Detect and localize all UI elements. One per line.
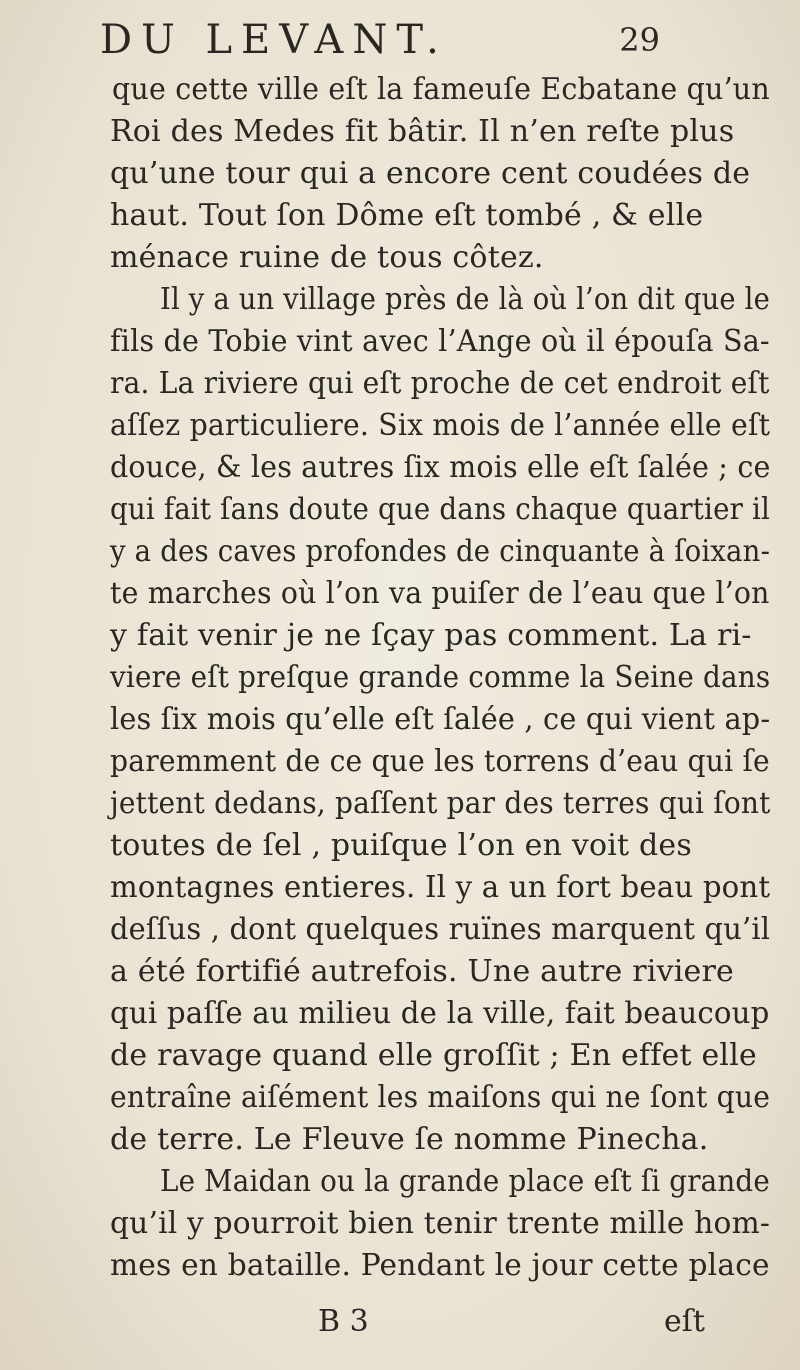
text-line: qui fait ſans doute que dans chaque quartier il	[110, 492, 771, 527]
text-line: que cette ville eſt la fameuſe Ecbatane qu’un	[112, 72, 770, 107]
text-line: toutes de ſel , puiſque l’on en voit des	[110, 828, 692, 863]
catchword: eſt	[664, 1304, 705, 1339]
text-line: paremment de ce que les torrens d’eau qui ſe	[110, 744, 770, 779]
text-line: montagnes entieres. Il y a un fort beau pont	[110, 870, 771, 905]
text-line: y fait venir je ne ſçay pas comment. La ri-	[110, 618, 752, 653]
text-line: les ſix mois qu’elle eſt ſalée , ce qui vient ap-	[110, 702, 771, 737]
text-line: te marches où l’on va puiſer de l’eau que l’on	[110, 576, 770, 611]
text-line: mes en bataille. Pendant le jour cette place	[110, 1248, 770, 1283]
text-line: entraîne aiſément les maiſons qui ne ſont que	[110, 1080, 771, 1115]
text-line: haut. Tout ſon Dôme eſt tombé , & elle	[110, 198, 704, 233]
text-line: qu’il y pourroit bien tenir trente mille hom-	[110, 1206, 771, 1241]
text-line: viere eſt preſque grande comme la Seine dans	[110, 660, 771, 695]
page-header	[0, 10, 800, 70]
signature-mark: B 3	[318, 1304, 369, 1339]
text-line: de ravage quand elle groſſit ; En effet elle	[110, 1038, 757, 1073]
text-line: deſſus , dont quelques ruïnes marquent qu’il	[110, 912, 771, 947]
text-line: qu’une tour qui a encore cent coudées de	[110, 156, 751, 191]
page-number: 29	[619, 21, 660, 59]
text-line: a été fortifié autrefois. Une autre riviere	[110, 954, 734, 989]
text-line: qui paſſe au milieu de la ville, fait beaucoup	[110, 996, 770, 1031]
text-line: de terre. Le Fleuve ſe nomme Pinecha.	[110, 1122, 709, 1157]
text-line: jettent dedans, paſſent par des terres qui ſont	[110, 786, 771, 821]
running-title: DU LEVANT.	[100, 17, 448, 63]
text-line: y a des caves profondes de cinquante à ſoixan-	[110, 534, 771, 569]
text-line: ra. La riviere qui eſt proche de cet endroit eſt	[110, 366, 770, 401]
text-line paragraph-start: Il y a un village près de là où l’on dit que le	[160, 282, 770, 317]
text-line: douce, & les autres ſix mois elle eſt ſalée ; ce	[110, 450, 771, 485]
text-line: Roi des Medes fit bâtir. Il n’en reſte plus	[110, 114, 735, 149]
text-line: fils de Tobie vint avec l’Ange où il épouſa Sa-	[110, 324, 770, 359]
text-line paragraph-start: Le Maidan ou la grande place eſt ſi grande	[160, 1164, 770, 1199]
text-line: aſſez particuliere. Six mois de l’année elle eſt	[110, 408, 771, 443]
text-line: ménace ruine de tous côtez.	[110, 240, 544, 275]
page-footer	[0, 1300, 800, 1348]
